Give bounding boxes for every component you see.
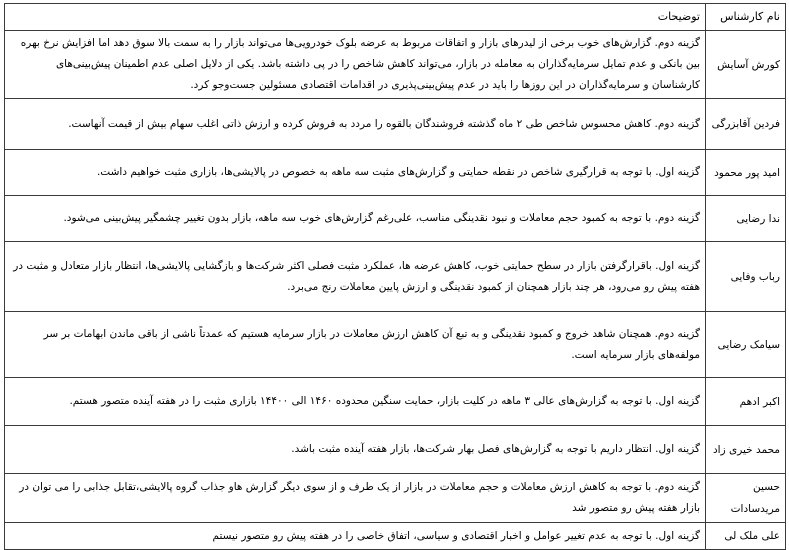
description-cell: گزینه اول. با توجه به قرارگیری شاخص در نقطه حمایتی و گزارش‌های مثبت سه ماهه به خصوص در پالایشی‌ها، بازاری مثبت خواهیم داشت. [5, 150, 706, 196]
expert-name-cell: کورش آسایش [706, 31, 786, 99]
expert-name-cell: رباب وفایی [706, 242, 786, 312]
description-cell: گزینه اول. انتظار داریم با توجه به گزارش‌های فصل بهار شرکت‌ها، بازار هفته آینده مثبت باشد. [5, 426, 706, 474]
table-header-row [5, 4, 786, 31]
description-cell: گزینه دوم. گزارش‌های خوب برخی از لیدرهای بازار و اتفاقات مربوط به عرضه بلوک خودرویی‌ها می‌تواند بازار را به سمت بالا سوق دهد اما افزایش نرخ بهره بین بانکی و عدم تمایل سرمایه‌گذاران به معامله در بازار، می‌تواند کاهش شاخص را در پی داشته باشد. یکی از دلایل اصلی عدم اطمینان پیش‌بینی‌های کارشناسان و سرمایه‌گذاران در این روزها را باید در عدم پیش‌بینی‌پذیری در اقدامات اقتصادی مسئولین جست‌وجو کرد. [5, 31, 706, 99]
description-cell: گزینه دوم. با توجه به کمبود حجم معاملات و نبود نقدینگی مناسب، علی‌رغم گزارش‌های خوب سه ماهه، بازار بدون تغییر چشمگیر پیش‌بینی می‌شود. [5, 196, 706, 242]
expert-name-cell: حسین مریدسادات [706, 474, 786, 523]
expert-name-cell: اکبر ادهم [706, 378, 786, 426]
header-description: توضیحات [5, 4, 706, 31]
expert-name-cell: سیامک رضایی [706, 312, 786, 378]
table-row [5, 378, 786, 426]
table-row [5, 426, 786, 474]
table-row [5, 99, 786, 150]
description-cell: گزینه دوم. همچنان شاهد خروج و کمبود نقدینگی و به تبع آن کاهش ارزش معاملات در بازار سرمایه هستیم که عمدتاً ناشی از باقی ماندن ابهامات بر سر مولفه‌های بازار سرمایه است. [5, 312, 706, 378]
description-cell: گزینه اول. با توجه به گزارش‌های عالی ۳ ماهه در کلیت بازار، حمایت سنگین محدوده ۱۴۶۰ الی ۱۴۴۰۰ بازاری مثبت را در هفته آینده متصور هستم. [5, 378, 706, 426]
table-row [5, 523, 786, 550]
description-cell: گزینه دوم. با توجه به کاهش ارزش معاملات و حجم معاملات در بازار از یک طرف و از سوی دیگر گزارش هاو جذاب گروه پالایشی،تقابل جذابی را می توان در بازار هفته پیش رو متصور شد [5, 474, 706, 523]
expert-name-cell: امید پور محمود [706, 150, 786, 196]
header-expert-name: نام کارشناس [706, 4, 786, 31]
expert-forecast-table [4, 3, 786, 550]
table-row [5, 312, 786, 378]
table-row [5, 150, 786, 196]
expert-name-cell: علی ملک لی [706, 523, 786, 550]
description-cell: گزینه دوم. کاهش محسوس شاخص طی ۲ ماه گذشته فروشندگان بالقوه را مردد به فروش کرده و ارزش ذاتی اغلب سهام بیش از قیمت آنهاست. [5, 99, 706, 150]
expert-name-cell: فردین آقابزرگی [706, 99, 786, 150]
table-row [5, 242, 786, 312]
description-cell: گزینه اول. با توجه به عدم تغییر عوامل و اخبار اقتصادی و سیاسی، اتفاق خاصی را در هفته پیش رو متصور نیستم [5, 523, 706, 550]
expert-name-cell: محمد خیری زاد [706, 426, 786, 474]
description-cell: گزینه اول. باقرارگرفتن بازار در سطح حمایتی خوب، کاهش عرضه ها، عملکرد مثبت فصلی اکثر شرکت‌ها و بازگشایی پالایشی‌ها، انتظار بازار متعادل و مثبت در هفته پیش رو می‌رود، هر چند بازار همچنان از کمبود نقدینگی و ارزش پایین معاملات رنج می‌برد. [5, 242, 706, 312]
table-row [5, 31, 786, 99]
table-row [5, 474, 786, 523]
table-row [5, 196, 786, 242]
expert-name-cell: ندا رضایی [706, 196, 786, 242]
